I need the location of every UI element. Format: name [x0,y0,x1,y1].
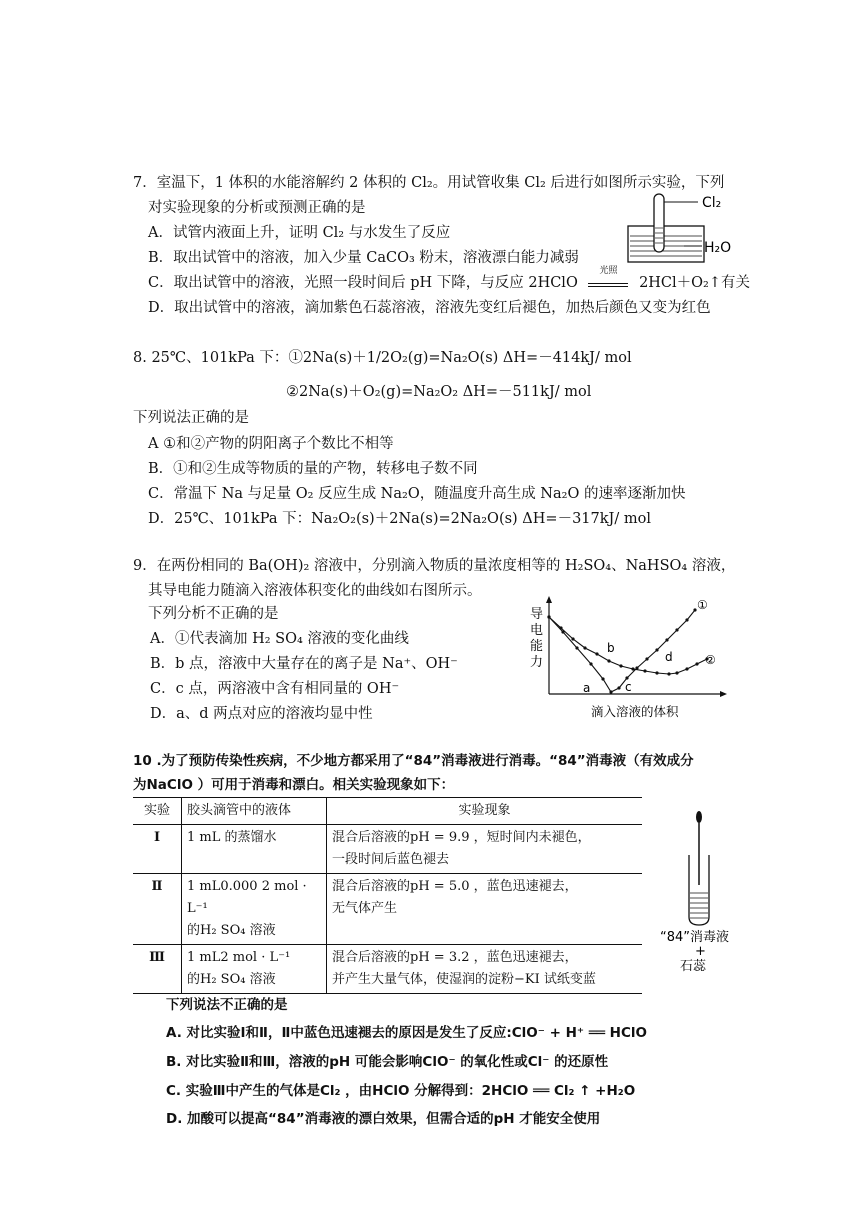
curve1-marker [665,638,668,641]
row-3-liquid: 1 mL2 mol · L⁻¹ 的H₂ SO₄ 溶液 [182,945,327,994]
row-1-liquid: 1 mL 的蒸馏水 [182,825,327,874]
q7-stem-line1: 7．室温下，1 体积的水能溶解约 2 体积的 Cl₂。用试管收集 Cl₂ 后进行如图所示实验，下列 [133,175,725,191]
q7-option-c-part2: 2HCl＋O₂↑有关 [639,275,751,291]
q7-option-b: B．取出试管中的溶液，加入少量 CaCO₃ 粉末，溶液漂白能力减弱 [148,250,579,266]
cl2-label: Cl₂ [702,195,722,211]
curve-1 [549,610,695,692]
curve2-marker [685,667,688,670]
q9-stem-line2: 其导电能力随滴入溶液体积变化的曲线如右图所示。 [148,583,482,599]
experiment-table [133,797,642,994]
curve2-marker [695,662,698,665]
curve2-marker [667,672,670,675]
row-3-id: Ⅲ [133,945,182,994]
q9-stem-line1: 9．在两份相同的 Ba(OH)₂ 溶液中，分别滴入物质的量浓度相等的 H₂SO₄、NaHSO₄ 溶液， [133,558,736,574]
q8-option-d: D．25℃、101kPa 下：Na₂O₂(s)＋2Na(s)=2Na₂O(s) ΔH=－317kJ/ mol [148,511,651,527]
curve1-marker [645,657,648,660]
beaker [628,226,704,262]
curve1-marker [655,648,658,651]
row-2-liquid: 1 mL0.000 2 mol · L⁻¹ 的H₂ SO₄ 溶液 [182,874,327,945]
q9-prompt: 下列分析不正确的是 [148,606,279,622]
q7-stem-line2: 对实验现象的分析或预测正确的是 [148,200,366,216]
header-experiment: 实验 [133,798,182,825]
q7-apparatus-figure [622,188,742,270]
curve-2-label: ② [705,653,716,667]
q9-option-d: D．a、d 两点对应的溶液均显中性 [150,706,373,722]
point-b-label: b [607,641,615,655]
curve1-marker [561,630,564,633]
curve2-marker [547,615,550,618]
y-label-1: 导 [530,607,544,622]
curve2-marker [643,669,646,672]
q8-equation-2: ②2Na(s)＋O₂(g)=Na₂O₂ ΔH=－511kJ/ mol [286,384,592,400]
reaction-condition: 光照 [599,266,618,276]
curve1-marker [589,662,592,665]
q8-option-c: C．常温下 Na 与足量 O₂ 反应生成 Na₂O，随温度升高生成 Na₂O 的速率逐渐加快 [148,486,686,502]
bleach-label: “84”消毒液 [660,930,730,945]
curve2-marker [655,671,658,674]
q10-option-a: A. 对比实验Ⅰ和Ⅱ，Ⅱ中蓝色迅速褪去的原因是发生了反应:ClO⁻ + H⁺ ══ HClO [166,1025,647,1041]
curve2-marker [571,637,574,640]
curve2-marker [675,671,678,674]
header-phenomenon: 实验现象 [327,798,643,825]
h2o-label: H₂O [704,240,732,256]
curve1-marker [685,618,688,621]
q10-prompt: 下列说法不正确的是 [166,997,288,1013]
table-header-row [133,798,642,825]
curve2-marker [583,646,586,649]
q9-option-c: C．c 点，两溶液中含有相同量的 OH⁻ [150,681,400,697]
row-2-id: Ⅱ [133,874,182,945]
q10-option-b: B. 对比实验Ⅱ和Ⅲ，溶液的pH 可能会影响ClO⁻ 的氧化性或Cl⁻ 的还原性 [166,1054,609,1070]
q10-stem-line2: 为NaClO ）可用于消毒和漂白。相关实验现象如下： [133,777,455,793]
q8-option-b: B．①和②生成等物质的量的产物，转移电子数不同 [148,461,478,477]
curve2-marker [595,652,598,655]
q7-option-c [148,266,751,293]
curve2-marker [607,659,610,662]
table-row [133,825,642,874]
curve-2 [549,617,707,674]
row-2-observation: 混合后溶液的pH = 5.0 ，蓝色迅速褪去， 无气体产生 [332,879,578,916]
row-1-observation: 混合后溶液的pH = 9.9 ，短时间内未褪色， 一段时间后蓝色褪去 [332,830,591,867]
point-a-label: a [583,681,591,695]
q9-option-a: A．①代表滴加 H₂ SO₄ 溶液的变化曲线 [150,631,409,647]
table-row [133,874,642,945]
q9-option-b: B．b 点，溶液中大量存在的离子是 Na⁺、OH⁻ [150,656,458,672]
curve1-marker [635,666,638,669]
plus-label: + [695,944,706,959]
point-d-label: d [665,650,673,664]
y-label-2: 电 [530,623,544,638]
q7-option-d: D．取出试管中的溶液，滴加紫色石蕊溶液，溶液先变红后褪色，加热后颜色又变为红色 [148,300,711,316]
q8-prompt: 下列说法正确的是 [133,410,249,426]
curve2-marker [631,667,634,670]
y-label-4: 力 [530,655,544,670]
q7-option-a: A．试管内液面上升，证明 Cl₂ 与水发生了反应 [148,225,451,241]
table-row [133,945,642,994]
litmus-label: 石蕊 [680,959,707,974]
q8-option-a: A ①和②产物的阴阳离子个数比不相等 [148,436,394,452]
curve-1-label: ① [697,598,708,612]
curve1-marker [675,628,678,631]
q10-option-c: C. 实验Ⅲ中产生的气体是Cl₂ ，由HClO 分解得到：2HClO ══ Cl₂ ↑ +H₂O [166,1083,636,1099]
curve1-marker [617,686,620,689]
point-c-label: c [625,680,632,694]
curve2-marker [559,626,562,629]
dropper-test-tube-figure [660,805,750,975]
dropper-bulb [696,811,702,823]
curve1-marker [575,646,578,649]
x-axis-label: 滴入溶液的体积 [591,704,679,719]
q8-stem: 8. 25℃、101kPa 下：①2Na(s)＋1/2O₂(g)=Na₂O(s) ΔH=－414kJ/ mol [133,350,632,366]
y-label-3: 能 [530,639,544,654]
q7-option-c-part1: C．取出试管中的溶液，光照一段时间后 pH 下降，与反应 2HClO [148,275,578,291]
conductivity-chart [525,592,730,724]
curve1-marker [609,690,612,693]
curve2-marker [619,664,622,667]
row-1-id: Ⅰ [133,825,182,874]
q10-stem-line1: 10 .为了预防传染性疾病，不少地方都采用了“84”消毒液进行消毒。“84”消毒液（有效成分 [133,753,694,769]
q10-option-d: D. 加酸可以提高“84”消毒液的漂白效果，但需合适的pH 才能安全使用 [166,1111,601,1127]
header-liquid: 胶头滴管中的液体 [182,798,327,825]
curve1-marker [601,677,604,680]
row-3-observation: 混合后溶液的pH = 3.2 ，蓝色迅速褪去， 并产生大量气体，使湿润的淀粉−KI 试纸变蓝 [332,950,596,987]
